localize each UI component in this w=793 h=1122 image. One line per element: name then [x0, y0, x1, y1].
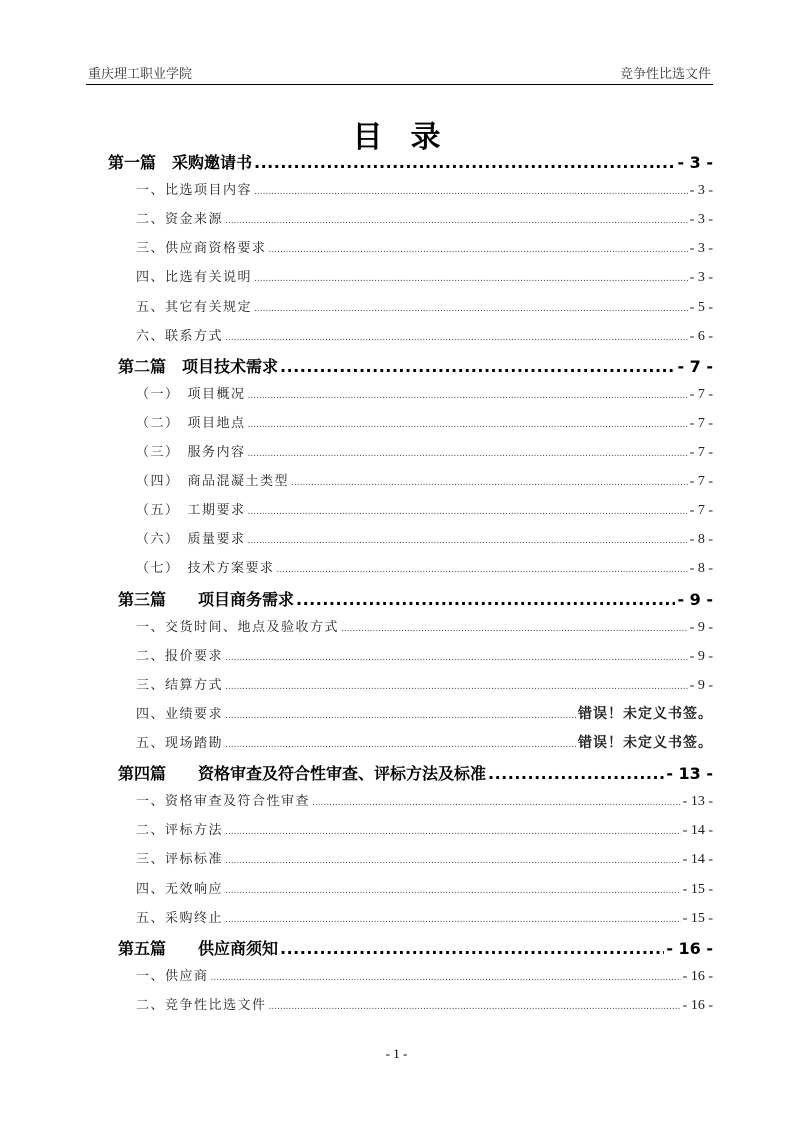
toc-section-entry[interactable]	[136, 528, 713, 548]
toc-section-entry[interactable]	[136, 674, 713, 694]
toc-entry-label: 一、供应商	[136, 968, 209, 984]
toc-entry-label: （五） 工期要求	[136, 503, 246, 519]
toc-chapter-entry[interactable]	[118, 354, 713, 377]
header-document-type: 竞争性比选文件	[619, 67, 711, 82]
toc-page-number: - 15 -	[682, 881, 713, 897]
toc-chapter-entry[interactable]	[108, 150, 713, 173]
toc-section-entry[interactable]	[136, 325, 713, 345]
toc-dot-leader	[248, 536, 688, 546]
toc-entry-label: 二、报价要求	[136, 648, 224, 664]
toc-entry-label: （七） 技术方案要求	[136, 561, 275, 577]
toc-dot-leader	[254, 153, 675, 172]
page-title: 目录	[352, 120, 469, 155]
toc-dot-leader	[280, 939, 664, 958]
toc-entry-label: 二、评标方法	[136, 823, 224, 839]
toc-dot-leader	[248, 391, 688, 401]
toc-dot-leader	[225, 827, 681, 837]
toc-page-number: - 3 -	[689, 183, 713, 199]
toc-dot-leader	[225, 711, 576, 721]
toc-section-entry[interactable]	[136, 878, 713, 898]
toc-entry-label: 四、业绩要求	[136, 706, 224, 722]
toc-entry-label: 六、联系方式	[136, 328, 224, 344]
toc-dot-leader	[225, 740, 576, 750]
toc-dot-leader	[225, 216, 688, 226]
toc-entry-label: 一、资格审查及符合性审查	[136, 794, 311, 810]
toc-chapter-entry[interactable]	[118, 936, 713, 959]
toc-section-entry[interactable]	[136, 616, 713, 636]
toc-entry-label: （四） 商品混凝土类型	[136, 474, 290, 490]
toc-dot-leader	[291, 478, 688, 488]
toc-dot-leader	[277, 565, 688, 575]
toc-entry-label: （三） 服务内容	[136, 445, 246, 460]
toc-page-number: - 13 -	[682, 794, 713, 810]
toc-section-entry[interactable]	[136, 499, 713, 519]
toc-page-number: - 3 -	[689, 212, 713, 228]
toc-dot-leader	[225, 333, 688, 343]
toc-section-entry[interactable]	[136, 208, 713, 228]
toc-dot-leader	[254, 274, 688, 284]
toc-page-number: - 14 -	[682, 823, 713, 839]
toc-page-number: - 8 -	[689, 532, 713, 548]
toc-page-number: - 16 -	[666, 938, 713, 958]
toc-dot-leader	[488, 764, 664, 783]
toc-page-number: - 7 -	[689, 474, 713, 490]
toc-section-entry[interactable]	[136, 237, 713, 257]
toc-page-number: - 7 -	[689, 415, 713, 431]
toc-page-number: - 13 -	[666, 764, 713, 784]
toc-entry-label: 一、比选项目内容	[136, 183, 253, 199]
toc-page-number: - 8 -	[689, 561, 713, 577]
toc-entry-label: 第三篇 项目商务需求	[118, 589, 295, 609]
toc-page-number: - 7 -	[689, 503, 713, 519]
toc-section-entry[interactable]	[136, 732, 713, 752]
toc-entry-label: 第五篇 供应商须知	[118, 938, 279, 958]
toc-dot-leader	[211, 973, 681, 983]
toc-dot-leader	[225, 886, 681, 896]
toc-entry-label: 一、交货时间、地点及验收方式	[136, 619, 340, 635]
toc-entry-label: 五、其它有关规定	[136, 299, 253, 315]
toc-dot-leader	[312, 798, 681, 808]
toc-section-entry[interactable]	[136, 470, 713, 490]
toc-section-entry[interactable]	[136, 819, 713, 839]
toc-section-entry[interactable]	[136, 266, 713, 286]
toc-dot-leader	[225, 856, 681, 866]
toc-dot-leader	[248, 449, 688, 459]
toc-section-entry[interactable]	[136, 965, 713, 985]
toc-section-entry[interactable]	[136, 179, 713, 199]
toc-section-entry[interactable]	[136, 412, 713, 432]
toc-dot-leader	[254, 187, 688, 197]
toc-entry-label: 四、无效响应	[136, 881, 224, 897]
toc-page-number: - 9 -	[689, 648, 713, 664]
toc-entry-label: （二） 项目地点	[136, 415, 246, 431]
toc-dot-leader	[225, 653, 688, 663]
toc-page-number: - 3 -	[689, 241, 713, 257]
toc-section-entry[interactable]	[136, 907, 713, 927]
toc-dot-leader	[248, 507, 688, 517]
page-header	[88, 58, 711, 85]
toc-bookmark-error: 错误！未定义书签。	[578, 735, 713, 751]
toc-entry-label: 二、竞争性比选文件	[136, 997, 267, 1013]
toc-dot-leader	[248, 420, 688, 430]
toc-chapter-entry[interactable]	[118, 587, 713, 610]
toc-section-entry[interactable]	[136, 994, 713, 1014]
toc-section-entry[interactable]	[136, 645, 713, 665]
toc-page-number: - 3 -	[689, 270, 713, 286]
toc-page-number: - 3 -	[677, 153, 713, 172]
toc-page-number: - 9 -	[689, 619, 713, 635]
toc-entry-label: 三、结算方式	[136, 677, 224, 693]
toc-section-entry[interactable]	[136, 848, 713, 868]
toc-section-entry[interactable]	[136, 441, 713, 461]
header-school-name: 重庆理工职业学院	[88, 67, 193, 82]
toc-section-entry[interactable]	[136, 703, 713, 723]
toc-page-number: - 16 -	[682, 997, 713, 1013]
toc-entry-label: 四、比选有关说明	[136, 270, 253, 286]
page-number: - 1 -	[385, 1046, 408, 1061]
toc-dot-leader	[341, 624, 688, 634]
toc-entry-label: 五、采购终止	[136, 910, 224, 926]
toc-page-number: - 6 -	[689, 328, 713, 344]
toc-chapter-entry[interactable]	[118, 761, 713, 784]
toc-page-number: - 5 -	[689, 299, 713, 315]
toc-entry-label: 二、资金来源	[136, 212, 224, 228]
toc-page-number: - 14 -	[682, 852, 713, 868]
toc-page-number: - 9 -	[689, 677, 713, 693]
toc-entry-label: 三、评标标准	[136, 852, 224, 868]
toc-page-number: - 9 -	[677, 589, 713, 609]
toc-dot-leader	[225, 915, 681, 925]
toc-section-entry[interactable]	[136, 296, 713, 316]
toc-entry-label: 第二篇 项目技术需求	[118, 356, 279, 376]
toc-entry-label: （六） 质量要求	[136, 532, 246, 548]
toc-page-number: - 7 -	[689, 445, 713, 460]
toc-page-number: - 7 -	[677, 356, 713, 376]
toc-page-number: - 7 -	[689, 386, 713, 402]
toc-section-entry[interactable]	[136, 790, 713, 810]
toc-bookmark-error: 错误！未定义书签。	[578, 705, 713, 722]
toc-dot-leader	[225, 682, 688, 692]
toc-dot-leader	[269, 1002, 681, 1012]
toc-page-number: - 16 -	[682, 968, 713, 984]
header-rule	[86, 84, 713, 85]
toc-page-number: - 15 -	[682, 910, 713, 926]
toc-entry-label: 第四篇 资格审查及符合性审查、评标方法及标准	[118, 764, 487, 784]
toc-section-entry[interactable]	[136, 557, 713, 577]
toc-dot-leader	[254, 304, 688, 314]
toc-dot-leader	[296, 590, 675, 609]
toc-entry-label: 五、现场踏勘	[136, 736, 224, 751]
toc-dot-leader	[269, 245, 688, 255]
toc-entry-label: （一） 项目概况	[136, 386, 246, 402]
toc-entry-label: 第一篇 采购邀请书	[108, 153, 253, 172]
toc-entry-label: 三、供应商资格要求	[136, 241, 267, 257]
toc-dot-leader	[280, 357, 675, 376]
toc-section-entry[interactable]	[136, 383, 713, 403]
